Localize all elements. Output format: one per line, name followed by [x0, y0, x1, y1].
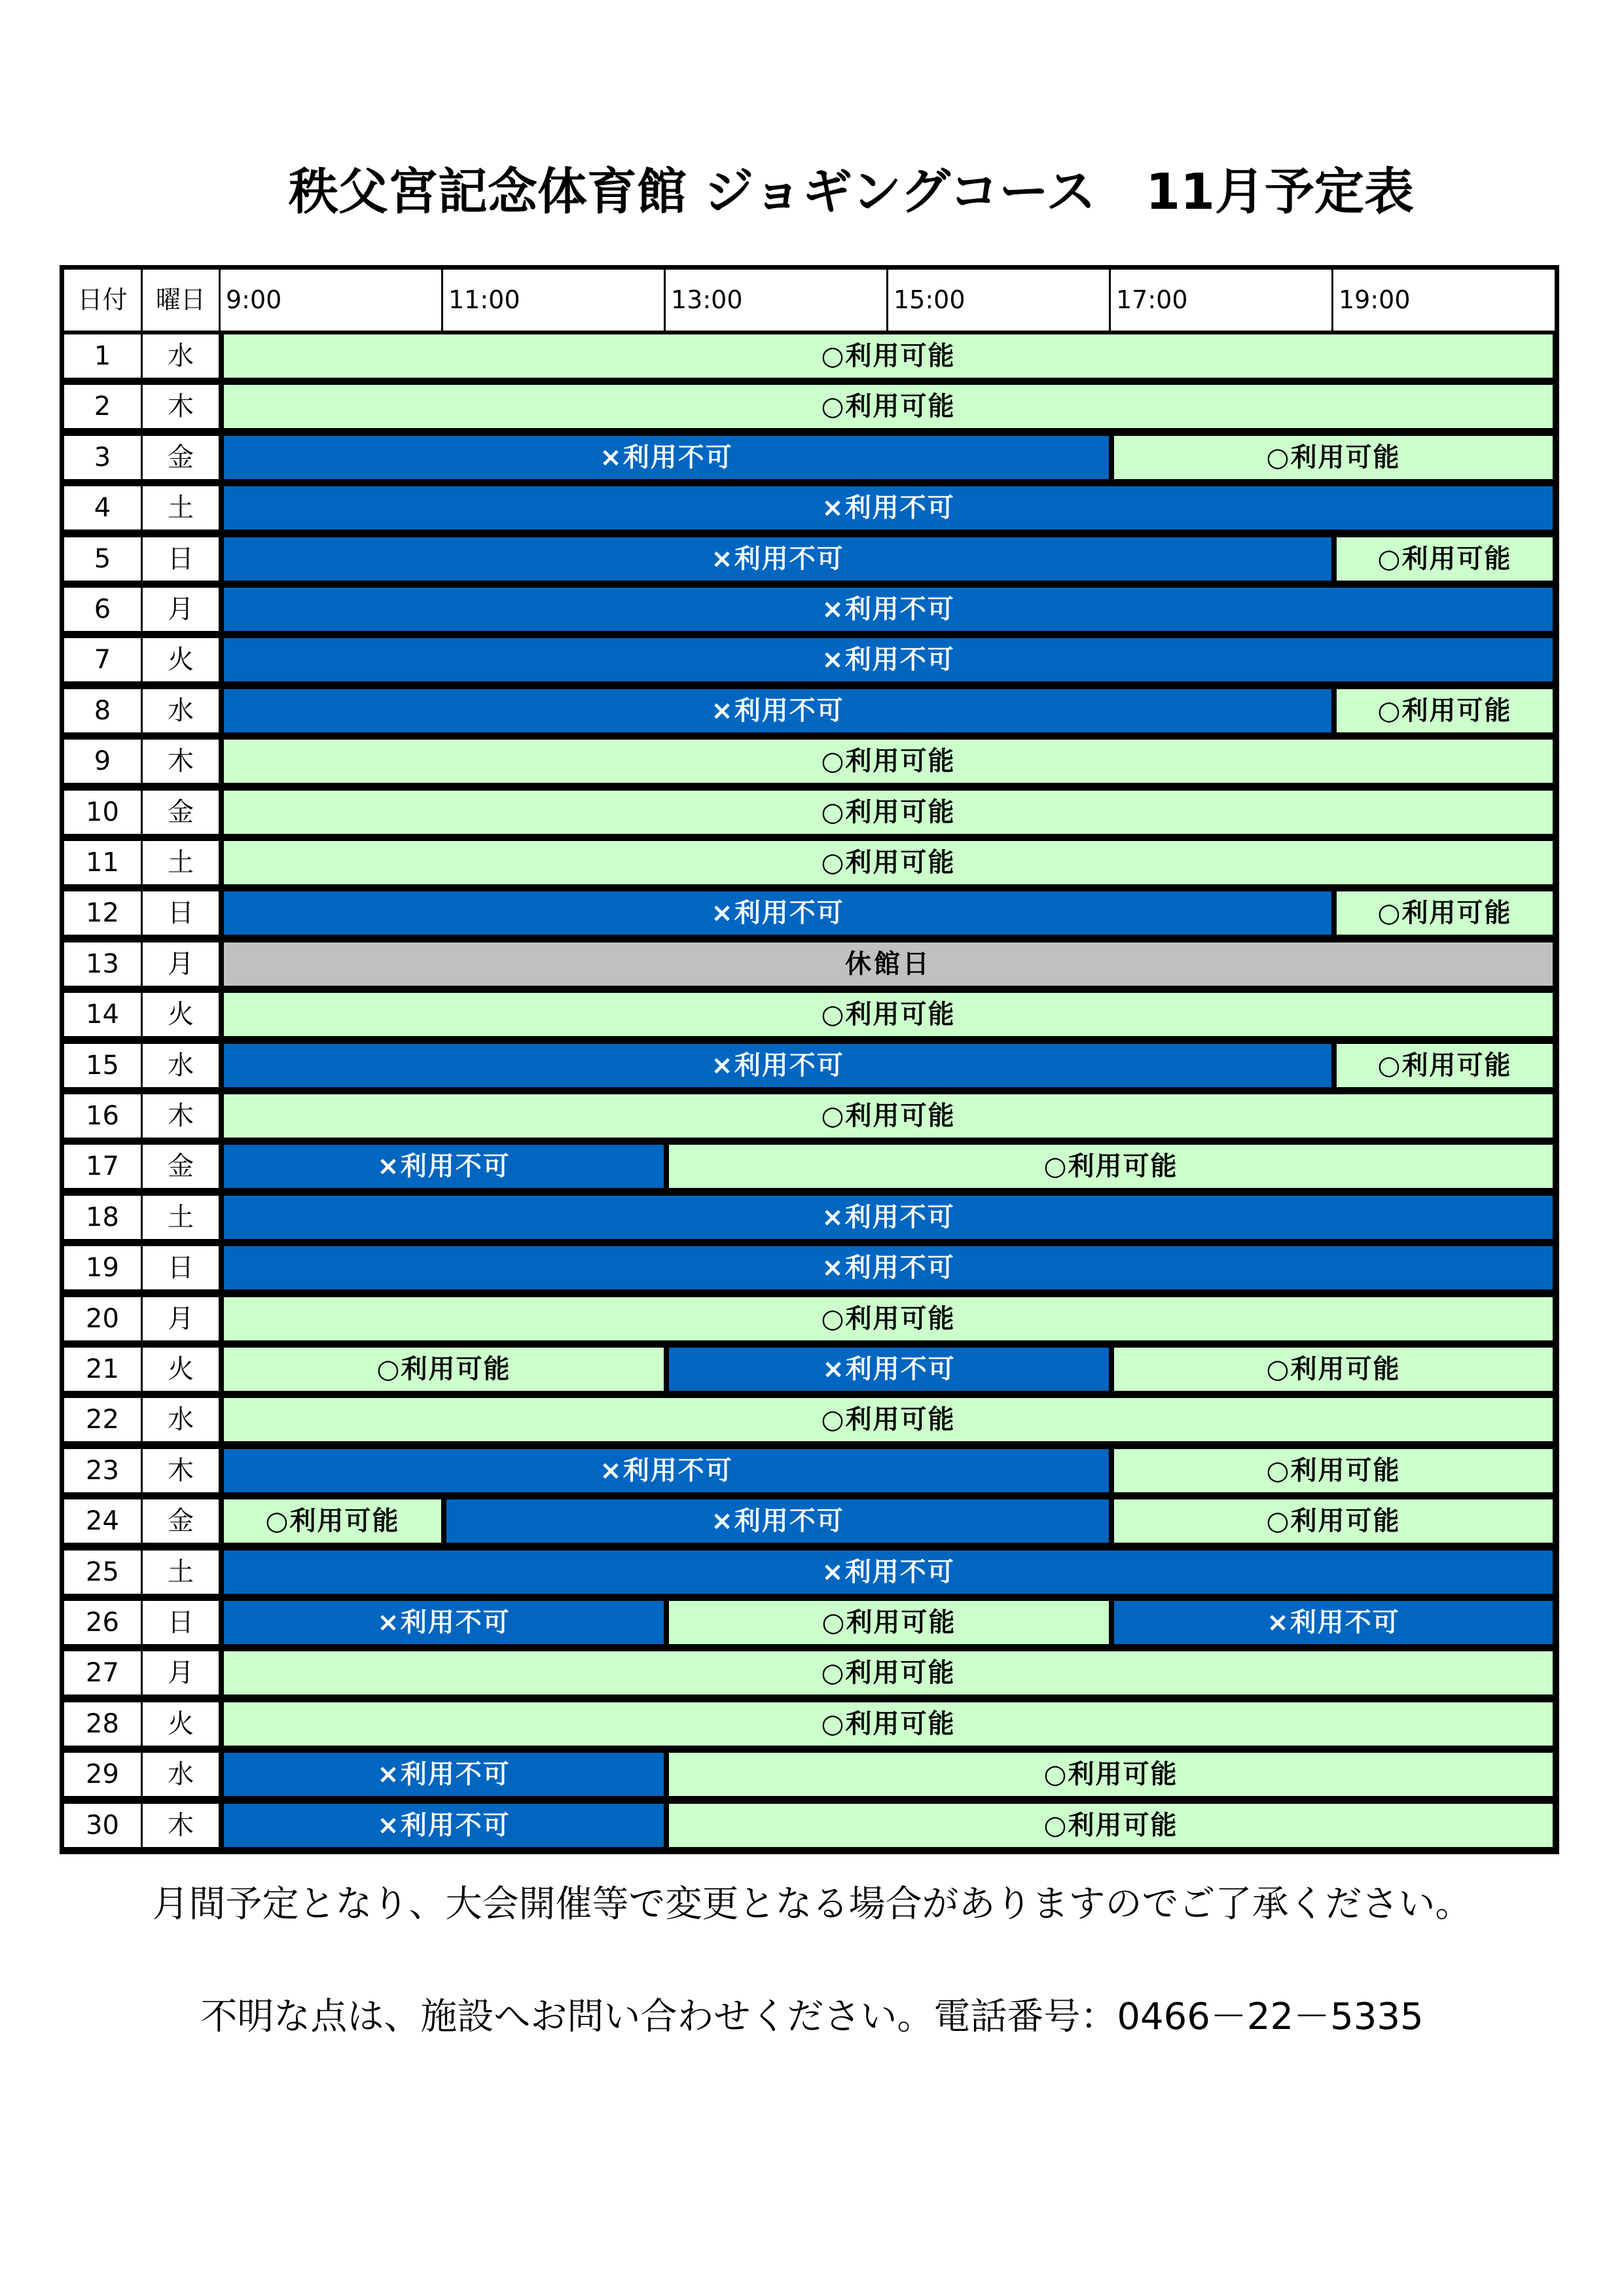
- row-weekday: 木: [143, 1094, 219, 1138]
- row-weekday: 金: [143, 1145, 219, 1188]
- footer-contact: 不明な点は、施設へお問い合わせください。電話番号：0466－22－5335: [200, 1996, 1424, 2038]
- header-weekday: 曜日: [143, 270, 219, 331]
- row-day-number: 9: [64, 740, 141, 783]
- row-day-number: 11: [64, 841, 141, 884]
- row-weekday: 土: [143, 841, 219, 884]
- status-available-cell: ○利用可能: [224, 1702, 1553, 1746]
- status-available-cell: ○利用可能: [669, 1601, 1109, 1644]
- status-available-cell: ○利用可能: [669, 1145, 1553, 1188]
- status-unavailable-cell: ×利用不可: [224, 1246, 1553, 1289]
- row-day-number: 22: [64, 1398, 141, 1441]
- row-weekday: 日: [143, 1601, 219, 1644]
- status-available-cell: ○利用可能: [1337, 1044, 1553, 1087]
- status-available-cell: ○利用可能: [224, 1297, 1553, 1340]
- row-day-number: 12: [64, 891, 141, 935]
- status-available-cell: ○利用可能: [669, 1753, 1553, 1796]
- status-unavailable-cell: ×利用不可: [224, 689, 1331, 732]
- row-day-number: 1: [64, 334, 141, 378]
- status-available-cell: ○利用可能: [1337, 891, 1553, 935]
- row-day-number: 26: [64, 1601, 141, 1644]
- status-available-cell: ○利用可能: [1114, 1499, 1553, 1543]
- status-unavailable-cell: ×利用不可: [224, 891, 1331, 935]
- status-available-cell: ○利用可能: [1114, 1348, 1553, 1391]
- row-weekday: 水: [143, 689, 219, 732]
- row-weekday: 金: [143, 791, 219, 834]
- row-weekday: 日: [143, 891, 219, 935]
- row-day-number: 13: [64, 942, 141, 986]
- row-weekday: 火: [143, 638, 219, 681]
- row-weekday: 金: [143, 436, 219, 479]
- row-day-number: 3: [64, 436, 141, 479]
- status-unavailable-cell: ×利用不可: [224, 1145, 664, 1188]
- row-weekday: 日: [143, 1246, 219, 1289]
- status-unavailable-cell: ×利用不可: [224, 588, 1553, 631]
- status-available-cell: ○利用可能: [224, 791, 1553, 834]
- row-day-number: 5: [64, 537, 141, 581]
- row-weekday: 月: [143, 588, 219, 631]
- status-closed-cell: 休館日: [224, 942, 1553, 986]
- header-time-1900: 19:00: [1331, 270, 1555, 331]
- row-weekday: 月: [143, 1297, 219, 1340]
- status-unavailable-cell: ×利用不可: [1114, 1601, 1553, 1644]
- row-day-number: 30: [64, 1804, 141, 1847]
- status-available-cell: ○利用可能: [224, 841, 1553, 884]
- status-available-cell: ○利用可能: [224, 385, 1553, 428]
- row-weekday: 木: [143, 740, 219, 783]
- status-available-cell: ○利用可能: [1114, 436, 1553, 479]
- status-unavailable-cell: ×利用不可: [224, 1196, 1553, 1239]
- status-available-cell: ○利用可能: [224, 1651, 1553, 1695]
- status-unavailable-cell: ×利用不可: [224, 1804, 664, 1847]
- row-day-number: 4: [64, 486, 141, 529]
- row-day-number: 7: [64, 638, 141, 681]
- row-day-number: 17: [64, 1145, 141, 1188]
- status-available-cell: ○利用可能: [224, 1499, 441, 1543]
- row-day-number: 18: [64, 1196, 141, 1239]
- row-weekday: 月: [143, 942, 219, 986]
- status-unavailable-cell: ×利用不可: [224, 1601, 664, 1644]
- row-day-number: 29: [64, 1753, 141, 1796]
- row-day-number: 6: [64, 588, 141, 631]
- status-available-cell: ○利用可能: [224, 334, 1553, 378]
- status-unavailable-cell: ×利用不可: [669, 1348, 1109, 1391]
- status-unavailable-cell: ×利用不可: [224, 1449, 1109, 1492]
- header-time-1700: 17:00: [1109, 270, 1331, 331]
- footer-note: 月間予定となり、大会開催等で変更となる場合がありますのでご了承ください。: [152, 1883, 1472, 1926]
- row-day-number: 20: [64, 1297, 141, 1340]
- status-available-cell: ○利用可能: [1114, 1449, 1553, 1492]
- status-unavailable-cell: ×利用不可: [224, 436, 1109, 479]
- status-available-cell: ○利用可能: [1337, 537, 1553, 581]
- row-day-number: 23: [64, 1449, 141, 1492]
- row-day-number: 27: [64, 1651, 141, 1695]
- schedule-table: [60, 265, 1559, 1854]
- status-unavailable-cell: ×利用不可: [224, 638, 1553, 681]
- row-day-number: 8: [64, 689, 141, 732]
- row-weekday: 木: [143, 1449, 219, 1492]
- row-day-number: 15: [64, 1044, 141, 1087]
- row-weekday: 木: [143, 385, 219, 428]
- page-title: 秩父宮記念体育館 ジョギングコース 11月予定表: [288, 162, 1415, 221]
- header-date: 日付: [64, 270, 141, 331]
- header-time-0900: 9:00: [219, 270, 441, 331]
- status-available-cell: ○利用可能: [669, 1804, 1553, 1847]
- header-time-1100: 11:00: [441, 270, 664, 331]
- row-weekday: 火: [143, 1348, 219, 1391]
- header-time-1300: 13:00: [664, 270, 886, 331]
- row-weekday: 土: [143, 1196, 219, 1239]
- row-weekday: 木: [143, 1804, 219, 1847]
- row-weekday: 水: [143, 1398, 219, 1441]
- status-unavailable-cell: ×利用不可: [224, 1551, 1553, 1594]
- row-day-number: 19: [64, 1246, 141, 1289]
- row-weekday: 火: [143, 993, 219, 1036]
- row-weekday: 水: [143, 1753, 219, 1796]
- row-weekday: 金: [143, 1499, 219, 1543]
- status-unavailable-cell: ×利用不可: [446, 1499, 1109, 1543]
- row-weekday: 土: [143, 1551, 219, 1594]
- status-unavailable-cell: ×利用不可: [224, 1753, 664, 1796]
- row-weekday: 水: [143, 334, 219, 378]
- status-available-cell: ○利用可能: [224, 1348, 664, 1391]
- status-available-cell: ○利用可能: [224, 1094, 1553, 1138]
- row-day-number: 2: [64, 385, 141, 428]
- row-day-number: 28: [64, 1702, 141, 1746]
- row-day-number: 21: [64, 1348, 141, 1391]
- row-weekday: 水: [143, 1044, 219, 1087]
- status-available-cell: ○利用可能: [224, 993, 1553, 1036]
- row-day-number: 10: [64, 791, 141, 834]
- status-unavailable-cell: ×利用不可: [224, 1044, 1331, 1087]
- status-available-cell: ○利用可能: [1337, 689, 1553, 732]
- row-day-number: 16: [64, 1094, 141, 1138]
- status-available-cell: ○利用可能: [224, 740, 1553, 783]
- status-unavailable-cell: ×利用不可: [224, 537, 1331, 581]
- status-unavailable-cell: ×利用不可: [224, 486, 1553, 529]
- row-weekday: 土: [143, 486, 219, 529]
- status-available-cell: ○利用可能: [224, 1398, 1553, 1441]
- row-day-number: 14: [64, 993, 141, 1036]
- row-weekday: 火: [143, 1702, 219, 1746]
- row-day-number: 24: [64, 1499, 141, 1543]
- header-time-1500: 15:00: [886, 270, 1109, 331]
- row-weekday: 日: [143, 537, 219, 581]
- row-weekday: 月: [143, 1651, 219, 1695]
- row-day-number: 25: [64, 1551, 141, 1594]
